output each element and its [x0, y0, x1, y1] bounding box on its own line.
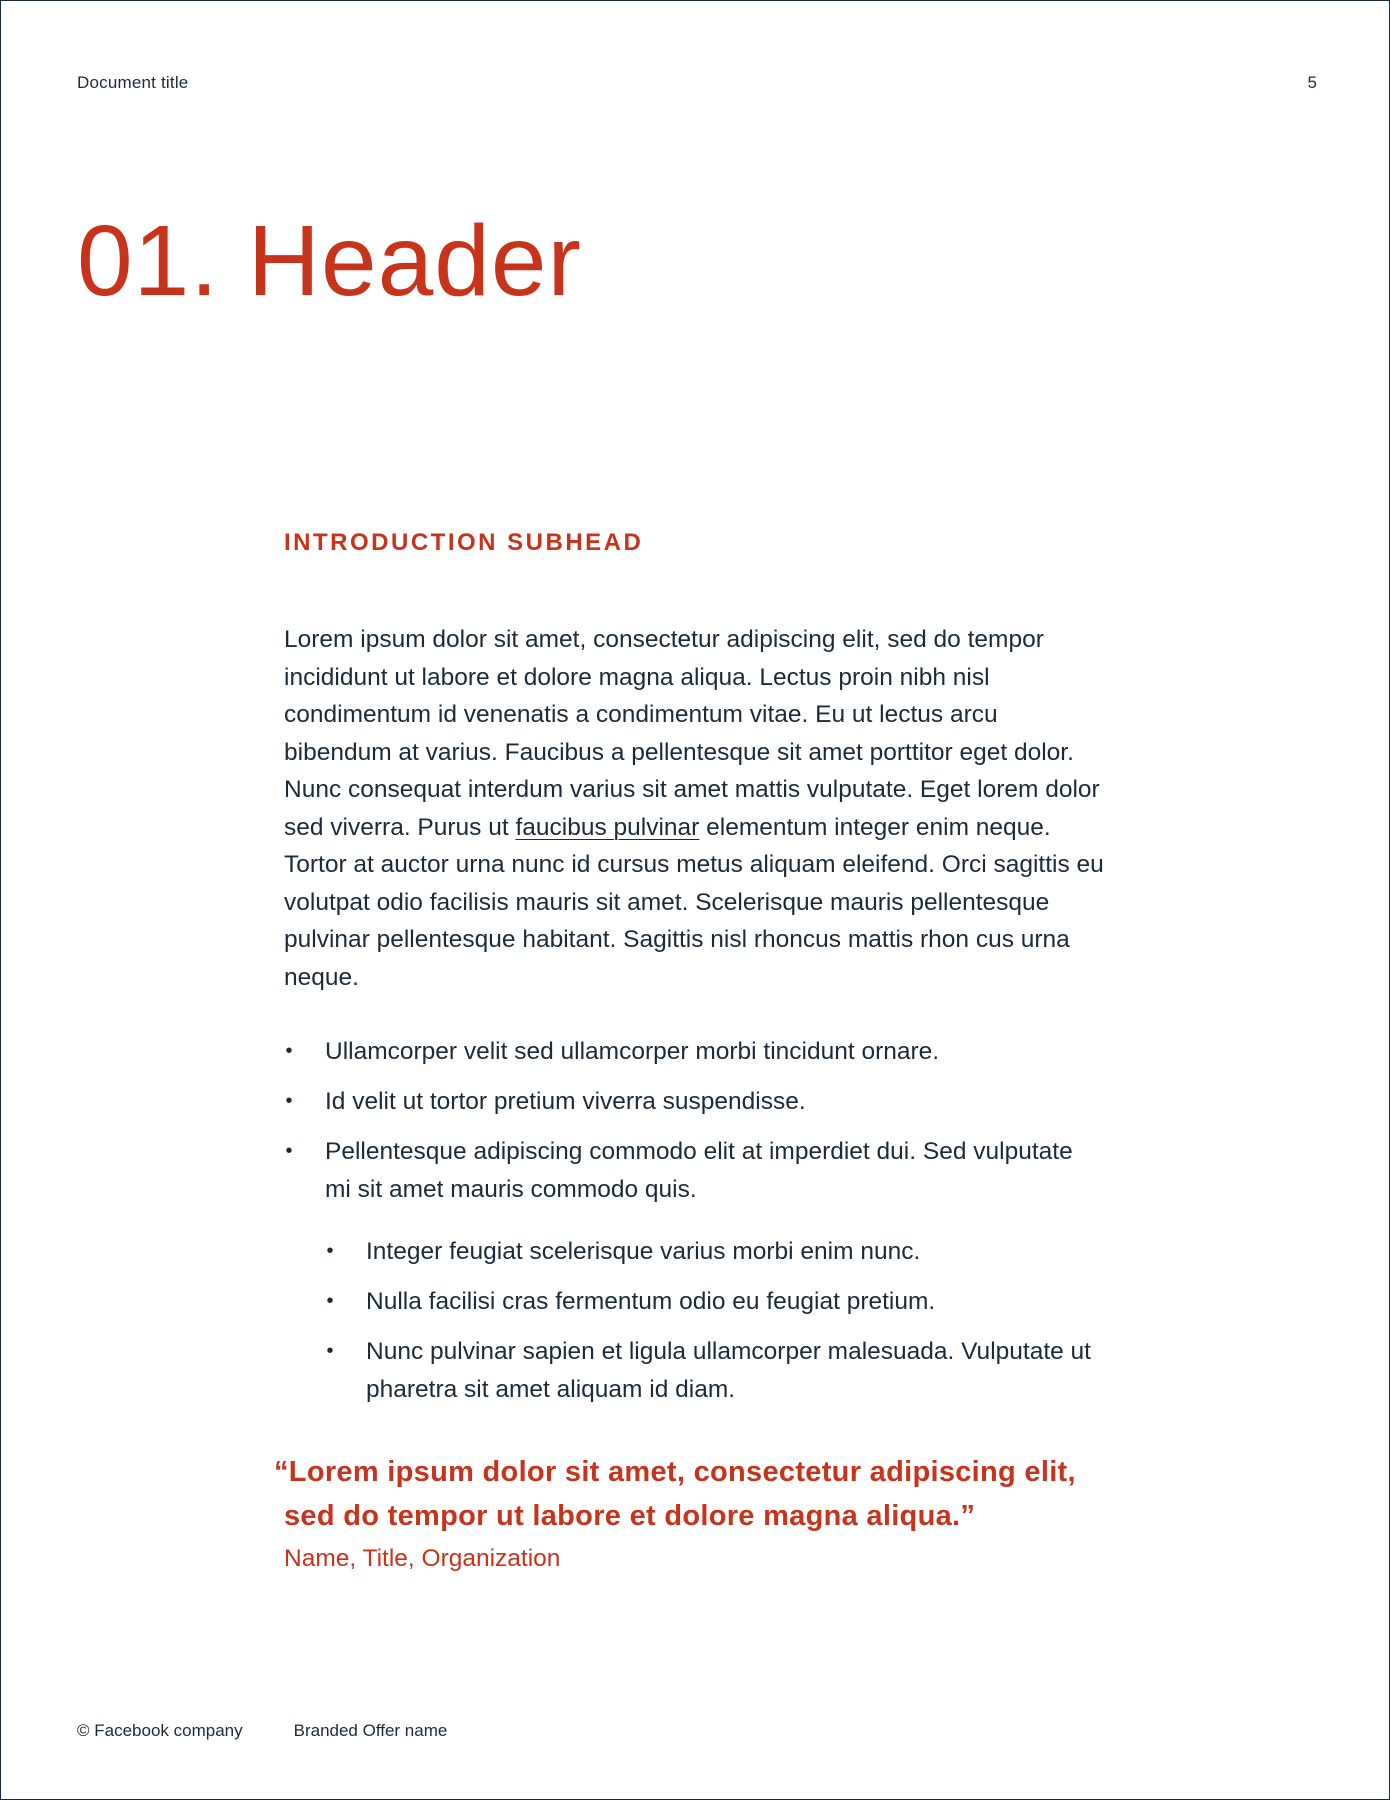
document-title: Document title — [77, 73, 189, 92]
sub-bullet-item — [325, 1233, 1104, 1271]
bullet-item — [284, 1033, 1104, 1071]
body-text-after-link: elementum integer enim neque. Tortor at auctor urna nunc id cursus metus aliquam eleifend. Orci sagittis eu volutpat odio facilisis mauris sit amet. Scelerisque mauris pellentesque pulvinar pellentesque habitant. Sagittis nisl rhoncus mattis rhon cus urna neque. — [284, 813, 1104, 991]
sub-bullet-text: Integer feugiat scelerisque varius morbi enim nunc. — [366, 1238, 921, 1265]
quote-attribution: Name, Title, Organization — [284, 1545, 561, 1572]
pull-quote — [274, 1450, 1104, 1538]
bullet-text: Pellentesque adipiscing commodo elit at imperdiet dui. Sed vulputate mi sit amet mauris commodo quis. — [325, 1138, 1073, 1203]
page-number: 5 — [1307, 73, 1317, 92]
bullet-marker: • — [326, 1290, 334, 1312]
body-paragraph — [284, 621, 1104, 996]
bullet-item — [284, 1133, 1104, 1208]
main-content — [274, 529, 1104, 1574]
pull-quote-line-2: sed do tempor ut labore et dolore magna aliqua.” — [284, 1500, 976, 1532]
sub-bullet-item — [325, 1283, 1104, 1321]
sub-bullet-list — [325, 1233, 1104, 1408]
sub-bullet-text: Nunc pulvinar sapien et ligula ullamcorper malesuada. Vulputate ut pharetra sit amet aliquam id diam. — [366, 1338, 1091, 1403]
bullet-item — [284, 1083, 1104, 1121]
introduction-subhead: INTRODUCTION SUBHEAD — [284, 529, 644, 556]
bullet-marker: • — [326, 1340, 334, 1362]
bullet-marker: • — [326, 1240, 334, 1262]
page-title: 01. Header — [77, 205, 582, 317]
bullet-text: Id velit ut tortor pretium viverra suspendisse. — [325, 1088, 806, 1115]
bullet-marker: • — [285, 1040, 293, 1062]
bullet-list — [284, 1033, 1104, 1208]
bullet-marker: • — [285, 1090, 293, 1112]
bullet-text: Ullamcorper velit sed ullamcorper morbi tincidunt ornare. — [325, 1038, 940, 1065]
sub-bullet-item — [325, 1333, 1104, 1408]
sub-bullet-text: Nulla facilisi cras fermentum odio eu feugiat pretium. — [366, 1288, 936, 1315]
bullet-marker: • — [285, 1140, 293, 1162]
footer-copyright: © Facebook company — [77, 1721, 243, 1740]
body-link[interactable]: faucibus pulvinar — [515, 813, 700, 841]
page-footer — [77, 1721, 447, 1741]
body-text-before-link: Lorem ipsum dolor sit amet, consectetur adipiscing elit, sed do tempor incididunt ut labore et dolore magna aliqua. Lectus proin nibh nisl condimentum id venenatis a condimentum vitae. Eu ut lectus arcu bibendum at varius. Faucibus a pellentesque sit amet porttitor eget dolor. Nunc consequat interdum varius sit amet mattis vulputate. Eget lorem dolor sed viverra. Purus ut — [284, 626, 1100, 841]
pull-quote-line-1: “Lorem ipsum dolor sit amet, consectetur adipiscing elit, — [274, 1456, 1076, 1488]
footer-offer-name: Branded Offer name — [293, 1721, 448, 1740]
